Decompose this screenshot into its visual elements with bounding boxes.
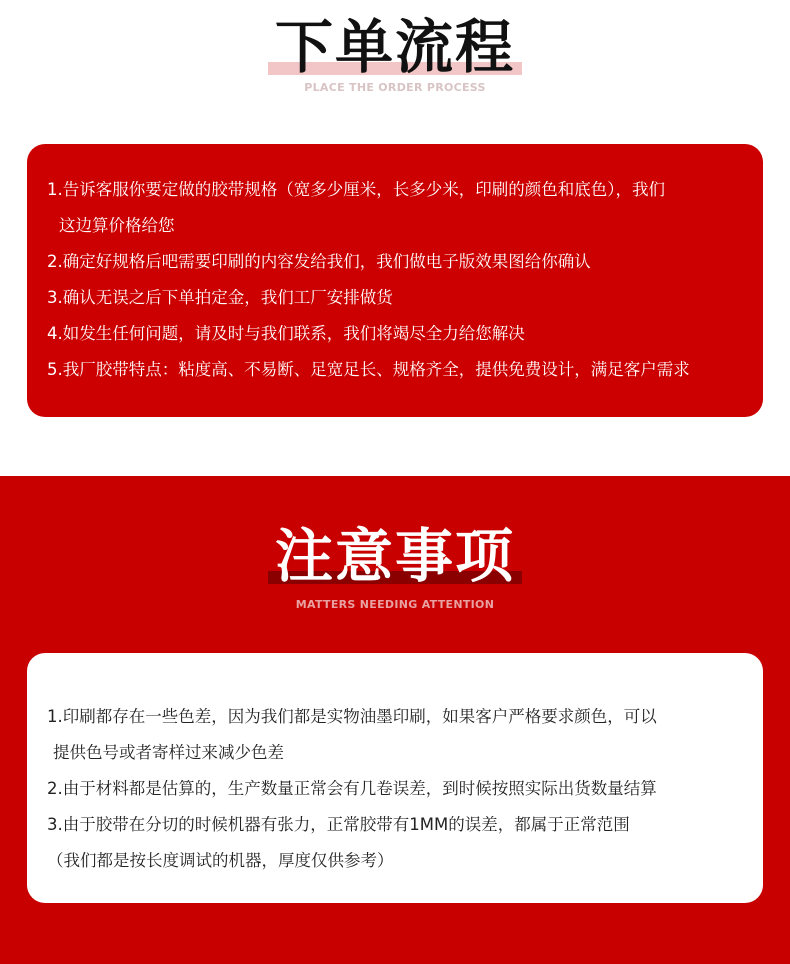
notice-item-3: 3.由于胶带在分切的时候机器有张力，正常胶带有1MM的误差，都属于正常范围 xyxy=(47,815,630,834)
order-step-2: 2.确定好规格后吧需要印刷的内容发给我们，我们做电子版效果图给你确认 xyxy=(47,252,591,271)
notice-item-1: 1.印刷都存在一些色差，因为我们都是实物油墨印刷，如果客户严格要求颜色，可以 xyxy=(47,707,657,726)
order-process-card xyxy=(27,144,763,417)
order-process-section xyxy=(0,0,790,476)
order-process-subtitle: PLACE THE ORDER PROCESS xyxy=(304,81,486,94)
attention-section xyxy=(0,476,790,964)
order-step-3: 3.确认无误之后下单拍定金，我们工厂安排做货 xyxy=(47,288,393,307)
order-step-5: 5.我厂胶带特点：粘度高、不易断、足宽足长、规格齐全，提供免费设计，满足客户需求 xyxy=(47,360,690,379)
attention-title-wrap xyxy=(0,521,790,591)
attention-title: 注意事项 xyxy=(274,522,515,590)
notice-item-1-cont: 提供色号或者寄样过来减少色差 xyxy=(53,743,284,762)
order-step-4: 4.如发生任何问题，请及时与我们联系，我们将竭尽全力给您解决 xyxy=(47,324,525,343)
attention-subtitle: MATTERS NEEDING ATTENTION xyxy=(295,598,495,611)
notice-item-2: 2.由于材料都是估算的，生产数量正常会有几卷误差，到时候按照实际出货数量结算 xyxy=(47,779,657,798)
order-process-title: 下单流程 xyxy=(274,13,515,81)
attention-card xyxy=(27,653,763,903)
order-process-title-wrap xyxy=(0,12,790,82)
order-step-1-cont: 这边算价格给您 xyxy=(59,216,175,235)
notice-item-3-note: （我们都是按长度调试的机器，厚度仅供参考） xyxy=(47,851,394,870)
order-step-1: 1.告诉客服你要定做的胶带规格（宽多少厘米，长多少米，印刷的颜色和底色），我们 xyxy=(47,180,665,199)
